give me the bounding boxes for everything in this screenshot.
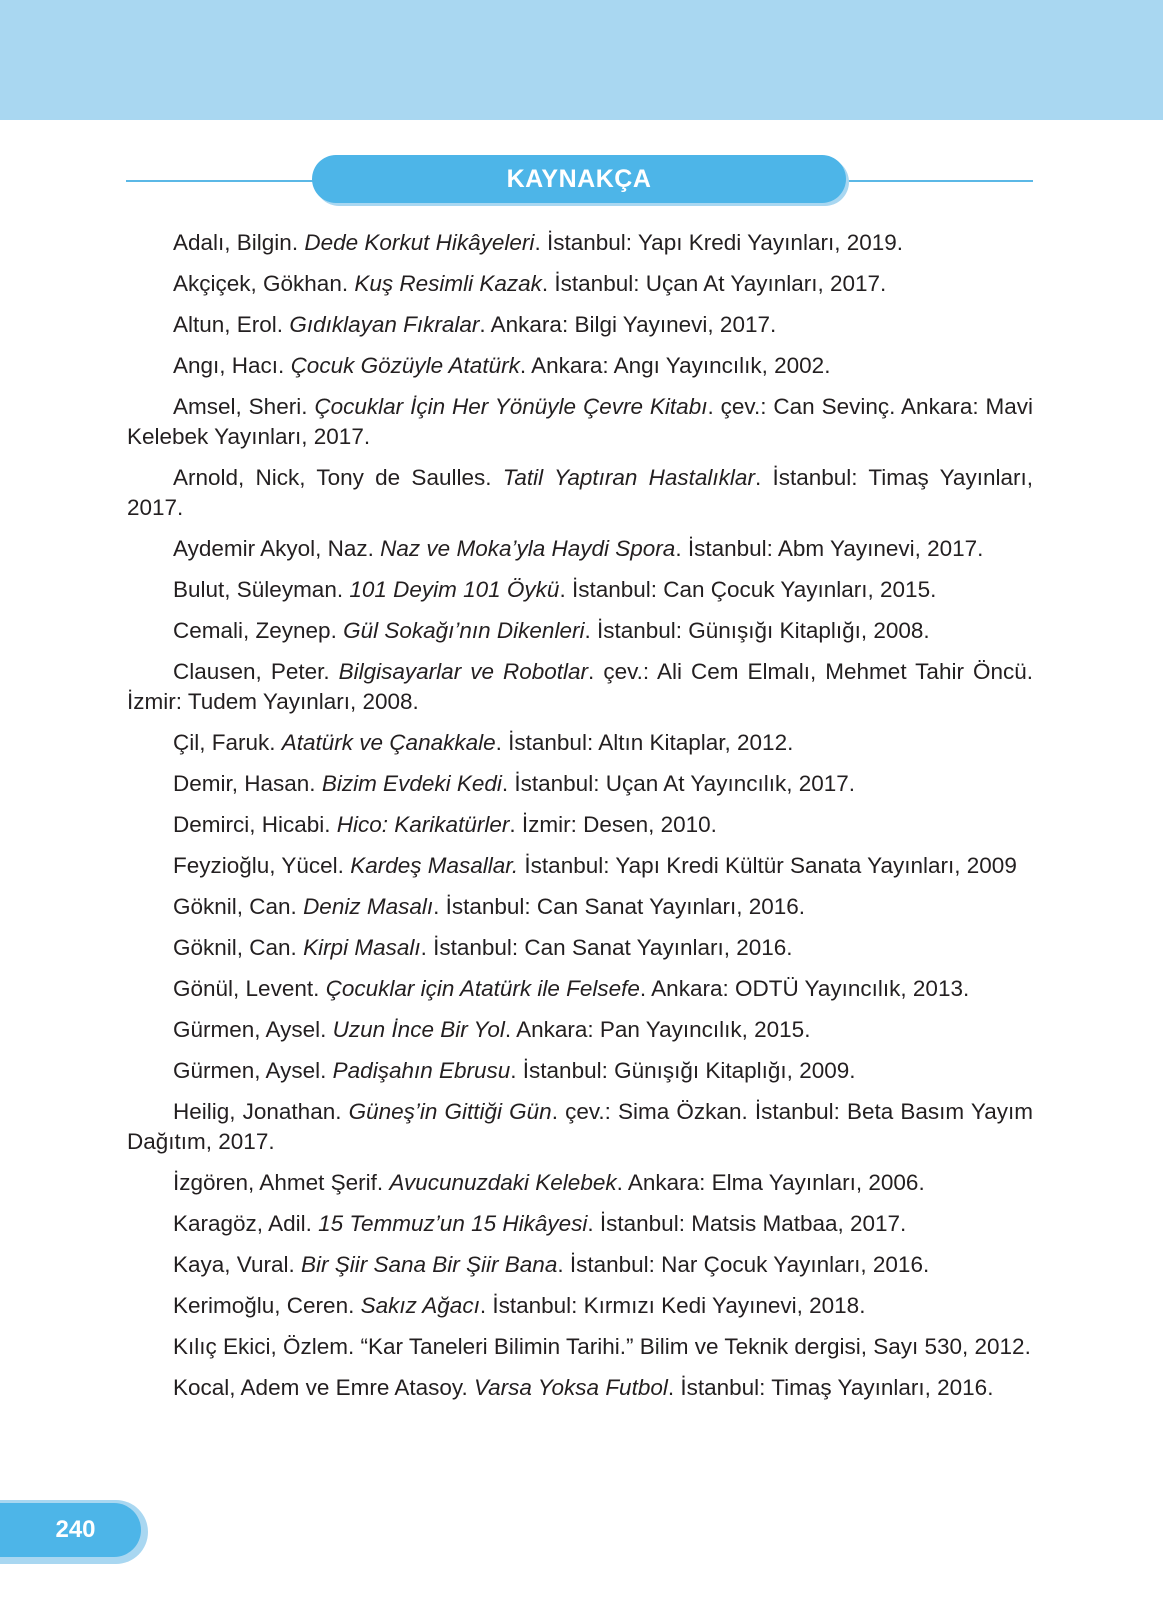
bibliography-entry: [127, 1015, 1033, 1045]
entry-publication: . İstanbul: Günışığı Kitaplığı, 2009.: [510, 1058, 856, 1083]
bibliography-entry: [127, 933, 1033, 963]
entry-publication: . İstanbul: Can Çocuk Yayınları, 2015.: [559, 577, 937, 602]
bibliography-entry: [127, 974, 1033, 1004]
entry-author: Gürmen, Aysel.: [173, 1017, 333, 1042]
title-rule-left: [126, 180, 316, 182]
entry-publication: İstanbul: Yapı Kredi Kültür Sanata Yayınları, 2009: [518, 853, 1017, 878]
entry-author: Karagöz, Adil.: [173, 1211, 319, 1236]
entry-publication: . İstanbul: Altın Kitaplar, 2012.: [495, 730, 794, 755]
bibliography-entry: [127, 1209, 1033, 1239]
entry-title: Naz ve Moka’yla Haydi Spora: [380, 536, 676, 561]
bibliography-entry: [127, 810, 1033, 840]
entry-title: Sakız Ağacı: [360, 1293, 480, 1318]
entry-publication: . İstanbul: Uçan At Yayınları, 2017.: [541, 271, 887, 296]
entry-title: Güneş’in Gittiği Gün: [348, 1099, 552, 1124]
bibliography-entry: [127, 351, 1033, 381]
entry-title: Uzun İnce Bir Yol: [332, 1017, 505, 1042]
page-number: 240: [55, 1516, 96, 1543]
entry-publication: . İzmir: Desen, 2010.: [509, 812, 717, 837]
entry-author: Bulut, Süleyman.: [173, 577, 350, 602]
entry-author: Demirci, Hicabi.: [173, 812, 337, 837]
entry-author: Angı, Hacı.: [173, 353, 291, 378]
bibliography-entry: [127, 1250, 1033, 1280]
bibliography-entry: [127, 534, 1033, 564]
entry-author: Heilig, Jonathan.: [173, 1099, 349, 1124]
entry-publication: . Ankara: Elma Yayınları, 2006.: [616, 1170, 925, 1195]
entry-publication: . çev.: Sima Özkan. İstanbul: Beta Basım Yayım Dağıtım, 2017.: [127, 1099, 1033, 1154]
entry-title: Bizim Evdeki Kedi: [321, 771, 502, 796]
entry-title: Kardeş Masallar.: [350, 853, 519, 878]
entry-author: Kaya, Vural.: [173, 1252, 301, 1277]
entry-author: Kerimoğlu, Ceren.: [173, 1293, 361, 1318]
entry-author: Göknil, Can.: [173, 894, 304, 919]
bibliography-entry: [127, 392, 1033, 452]
bibliography-entry: [127, 1056, 1033, 1086]
bibliography-entry: [127, 1168, 1033, 1198]
entry-publication: . Ankara: Bilgi Yayınevi, 2017.: [479, 312, 777, 337]
entry-title: Dede Korkut Hikâyeleri: [304, 230, 535, 255]
entry-publication: . çev.: Ali Cem Elmalı, Mehmet Tahir Öncü. İzmir: Tudem Yayınları, 2008.: [127, 659, 1034, 714]
entry-publication: . çev.: Can Sevinç. Ankara: Mavi Kelebek Yayınları, 2017.: [127, 394, 1034, 449]
entry-publication: . İstanbul: Can Sanat Yayınları, 2016.: [433, 894, 806, 919]
entry-title: Bilgisayarlar ve Robotlar: [338, 659, 589, 684]
entry-author: Akçiçek, Gökhan.: [173, 271, 355, 296]
entry-title: Çocuklar için Atatürk ile Felsefe: [325, 976, 640, 1001]
title-rule-right: [840, 180, 1033, 182]
entry-author: Altun, Erol.: [173, 312, 290, 337]
entry-title: Varsa Yoksa Futbol: [473, 1375, 668, 1400]
entry-title: Gıdıklayan Fıkralar: [289, 312, 480, 337]
entry-author: Aydemir Akyol, Naz.: [173, 536, 381, 561]
entry-publication: . İstanbul: Can Sanat Yayınları, 2016.: [420, 935, 793, 960]
bibliography-entry: [127, 1373, 1033, 1403]
page-number-tab: [0, 1503, 141, 1557]
entry-author: Çil, Faruk.: [173, 730, 282, 755]
bibliography-entry: [127, 769, 1033, 799]
entry-title: 101 Deyim 101 Öykü: [349, 577, 560, 602]
entry-title: Avucunuzdaki Kelebek: [389, 1170, 617, 1195]
bibliography-entry: [127, 892, 1033, 922]
entry-author: Göknil, Can.: [173, 935, 304, 960]
top-color-band: [0, 0, 1163, 120]
entry-title: Atatürk ve Çanakkale: [281, 730, 496, 755]
bibliography-entry: [127, 657, 1033, 717]
entry-title: Padişahın Ebrusu: [332, 1058, 511, 1083]
entry-author: Gürmen, Aysel.: [173, 1058, 333, 1083]
bibliography-entry: [127, 1332, 1033, 1362]
entry-publication: . İstanbul: Matsis Matbaa, 2017.: [587, 1211, 907, 1236]
entry-title: Deniz Masalı: [303, 894, 434, 919]
entry-author: Feyzioğlu, Yücel.: [173, 853, 351, 878]
entry-author: Adalı, Bilgin.: [173, 230, 305, 255]
bibliography-entry: [127, 851, 1033, 881]
entry-publication: . İstanbul: Uçan At Yayıncılık, 2017.: [501, 771, 856, 796]
entry-publication: . İstanbul: Nar Çocuk Yayınları, 2016.: [557, 1252, 930, 1277]
entry-publication: . Ankara: Pan Yayıncılık, 2015.: [504, 1017, 811, 1042]
entry-author: Cemali, Zeynep.: [173, 618, 344, 643]
entry-author: İzgören, Ahmet Şerif.: [173, 1170, 390, 1195]
entry-title: Tatil Yaptıran Hastalıklar: [502, 465, 755, 490]
entry-title: Kuş Resimli Kazak: [354, 271, 542, 296]
entry-author: Kocal, Adem ve Emre Atasoy.: [173, 1375, 474, 1400]
bibliography-entry: [127, 310, 1033, 340]
bibliography-entry: [127, 269, 1033, 299]
entry-publication: . İstanbul: Abm Yayınevi, 2017.: [675, 536, 984, 561]
bibliography-entry: [127, 616, 1033, 646]
entry-author: Amsel, Sheri.: [173, 394, 315, 419]
entry-publication: . Ankara: ODTÜ Yayıncılık, 2013.: [639, 976, 970, 1001]
bibliography-entry: [127, 728, 1033, 758]
entry-publication: . Ankara: Angı Yayıncılık, 2002.: [519, 353, 831, 378]
entry-title: Çocuklar İçin Her Yönüyle Çevre Kitabı: [314, 394, 708, 419]
entry-author: Gönül, Levent.: [173, 976, 326, 1001]
entry-publication: . İstanbul: Yapı Kredi Yayınları, 2019.: [534, 230, 904, 255]
entry-title: Kirpi Masalı: [303, 935, 421, 960]
entry-author: Kılıç Ekici, Özlem. “Kar Taneleri Bilimin Tarihi.” Bilim ve Teknik dergisi, Sayı 530, 2012.: [173, 1334, 1031, 1359]
bibliography-entry: [127, 1291, 1033, 1321]
entry-author: Clausen, Peter.: [173, 659, 339, 684]
entry-title: Hico: Karikatürler: [336, 812, 510, 837]
entry-title: Çocuk Gözüyle Atatürk: [290, 353, 520, 378]
entry-publication: . İstanbul: Timaş Yayınları, 2017.: [127, 465, 1033, 520]
entry-title: Bir Şiir Sana Bir Şiir Bana: [300, 1252, 558, 1277]
page-title: KAYNAKÇA: [506, 164, 652, 193]
bibliography-list: [127, 228, 1033, 1414]
entry-publication: . İstanbul: Kırmızı Kedi Yayınevi, 2018.: [479, 1293, 866, 1318]
bibliography-entry: [127, 575, 1033, 605]
bibliography-entry: [127, 228, 1033, 258]
entry-publication: . İstanbul: Günışığı Kitaplığı, 2008.: [584, 618, 930, 643]
entry-author: Demir, Hasan.: [173, 771, 322, 796]
bibliography-entry: [127, 463, 1033, 523]
entry-title: Gül Sokağı’nın Dikenleri: [343, 618, 585, 643]
section-title-banner: [312, 155, 846, 203]
entry-title: 15 Temmuz’un 15 Hikâyesi: [318, 1211, 588, 1236]
bibliography-entry: [127, 1097, 1033, 1157]
entry-author: Arnold, Nick, Tony de Saulles.: [173, 465, 503, 490]
entry-publication: . İstanbul: Timaş Yayınları, 2016.: [667, 1375, 994, 1400]
